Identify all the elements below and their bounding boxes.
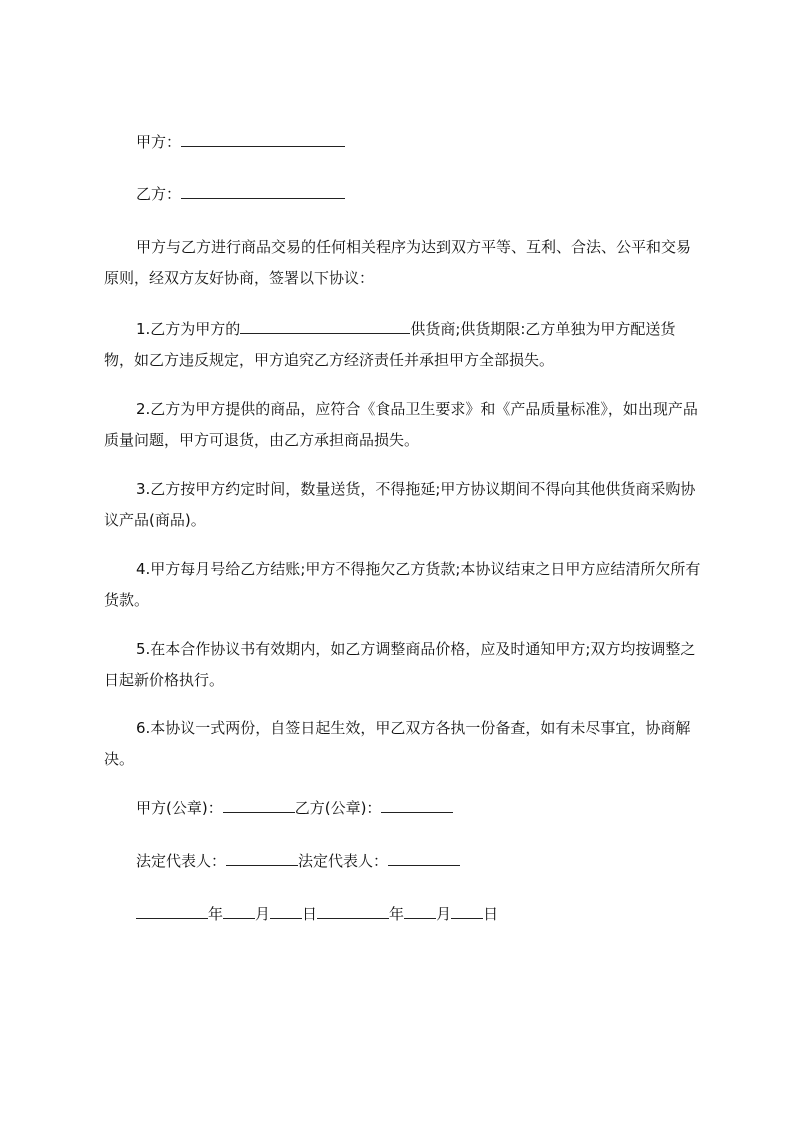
clause-4: 4.甲方每月号给乙方结账;甲方不得拖欠乙方货款;本协议结束之日甲方应结清所欠所有货款。 (104, 560, 701, 609)
supplier-type-blank (240, 319, 410, 334)
clause-6: 6.本协议一式两份，自签日起生效，甲乙双方各执一份备查，如有未尽事宜，协商解决。 (104, 719, 691, 768)
legal-rep-b-label: 法定代表人： (298, 852, 389, 870)
party-a-blank (181, 132, 345, 147)
year-a-blank (136, 904, 208, 919)
party-b-label: 乙方： (136, 185, 182, 203)
year-b-blank (317, 904, 389, 919)
clause-2: 2.乙方为甲方提供的商品，应符合《食品卫生要求》和《产品质量标准》，如出现产品质量问题，甲方可退货，由乙方承担商品损失。 (104, 400, 698, 449)
clause-1-after: 供货商;供货期限:乙方单独为甲方配送货物，如乙方违反规定，甲方追究乙方经济责任并承担甲方全部损失。 (104, 320, 676, 369)
party-b-line (136, 184, 345, 204)
party-a-seal-blank (223, 798, 295, 813)
intro-paragraph: 甲方与乙方进行商品交易的任何相关程序为达到双方平等、互利、合法、公平和交易原则，经双方友好协商，签署以下协议： (104, 238, 692, 287)
clause-1 (104, 314, 704, 376)
party-b-seal-blank (381, 798, 453, 813)
legal-rep-b-blank (388, 851, 460, 866)
year-b-label: 年 (389, 905, 405, 923)
party-a-seal-label: 甲方(公章)： (136, 799, 223, 817)
party-a-line (136, 132, 345, 152)
month-a-label: 月 (255, 905, 271, 923)
clause-5: 5.在本合作协议书有效期内，如乙方调整商品价格，应及时通知甲方;双方均按调整之日起新价格执行。 (104, 640, 696, 689)
year-a-label: 年 (208, 905, 224, 923)
month-b-label: 月 (436, 905, 452, 923)
party-b-blank (181, 184, 345, 199)
party-a-label: 甲方： (136, 133, 182, 151)
day-a-label: 日 (302, 905, 318, 923)
month-b-blank (404, 904, 436, 919)
legal-rep-line (136, 851, 460, 871)
date-line (136, 904, 498, 924)
day-a-blank (270, 904, 302, 919)
day-b-label: 日 (483, 905, 499, 923)
clause-3: 3.乙方按甲方约定时间，数量送货，不得拖延;甲方协议期间不得向其他供货商采购协议产品(商品)。 (104, 480, 696, 529)
month-a-blank (223, 904, 255, 919)
day-b-blank (451, 904, 483, 919)
legal-rep-a-label: 法定代表人： (136, 852, 227, 870)
party-b-seal-label: 乙方(公章)： (294, 799, 382, 817)
legal-rep-a-blank (226, 851, 298, 866)
seal-line (136, 798, 453, 818)
clause-1-before: 1.乙方为甲方的 (136, 320, 241, 338)
